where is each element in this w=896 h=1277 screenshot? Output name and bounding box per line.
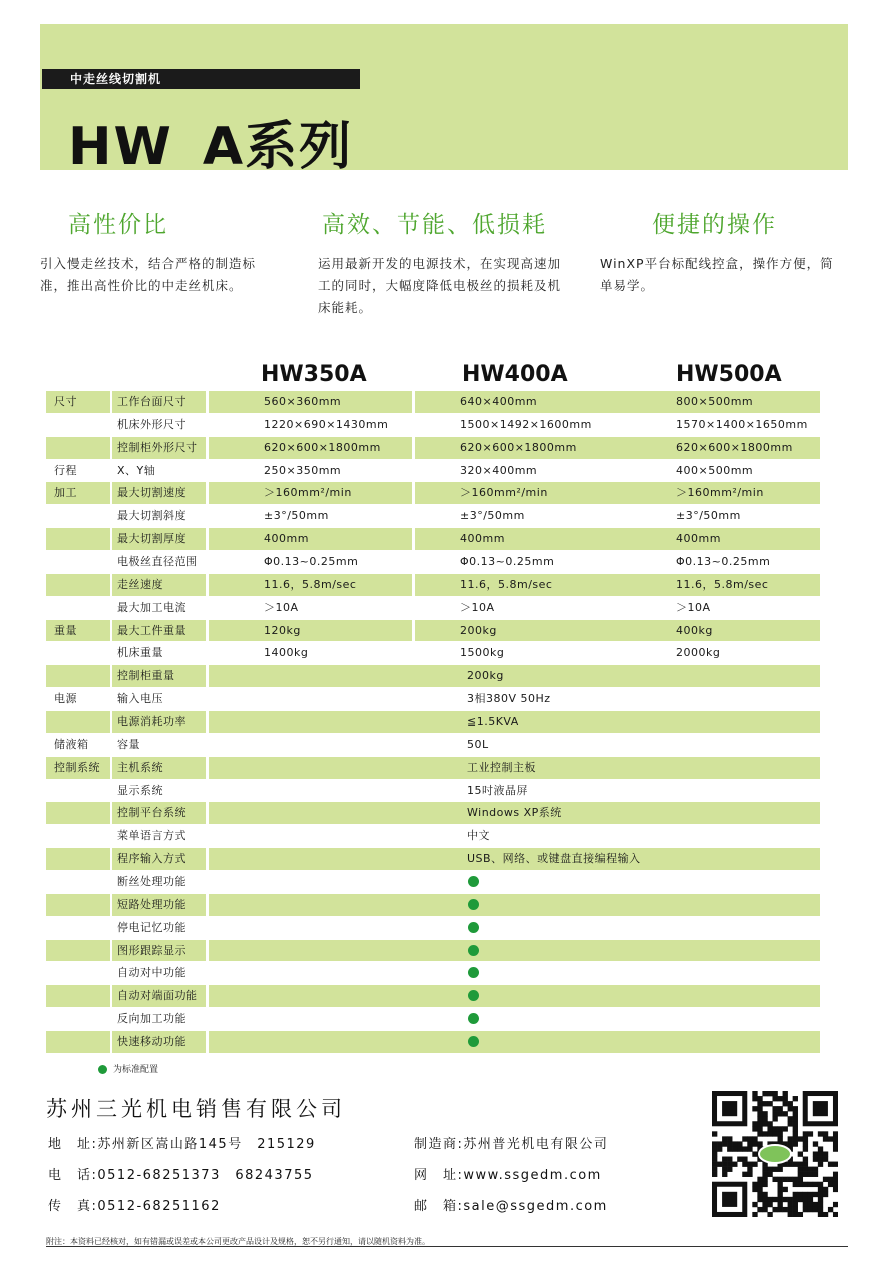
title-prefix: HW: [68, 117, 173, 177]
phone: [48, 1164, 314, 1183]
spec-value-hw400a: 1500kg: [460, 646, 505, 660]
spec-value-hw350a: 250×350mm: [264, 463, 342, 477]
table-cell-bg: [46, 642, 110, 664]
spec-value-hw400a: 620×600×1800mm: [460, 440, 577, 454]
spec-item: 快速移动功能: [117, 1035, 186, 1049]
spec-value-hw350a: Φ0.13~0.25mm: [264, 555, 359, 569]
company-name: 苏州三光机电销售有限公司: [46, 1097, 346, 1121]
phone-label: 电 话:: [48, 1168, 98, 1183]
model-name: HW400A: [462, 362, 568, 387]
table-row: [46, 917, 820, 940]
table-row: [46, 734, 820, 757]
spec-value-hw400a: 400mm: [460, 532, 505, 546]
spec-value-hw500a: Φ0.13~0.25mm: [676, 555, 771, 569]
spec-value-common: 3相380V 50Hz: [467, 692, 551, 706]
spec-category: 行程: [54, 463, 77, 477]
table-cell-bg: [46, 848, 110, 870]
spec-item: 显示系统: [117, 783, 163, 797]
table-cell-bg: [209, 528, 412, 550]
footer-divider: [46, 1246, 848, 1247]
series-tag: 中走丝线切割机: [42, 69, 360, 89]
fax: [48, 1195, 221, 1214]
table-row: [46, 597, 820, 620]
spec-item: 自动对中功能: [117, 966, 186, 980]
spec-value-common: 中文: [467, 829, 490, 843]
table-cell-bg: [46, 780, 110, 802]
spec-value-common: 工业控制主板: [467, 760, 536, 774]
spec-item: 停电记忆功能: [117, 920, 186, 934]
table-cell-bg: [209, 665, 820, 687]
spec-value-hw350a: 11.6，5.8m/sec: [264, 577, 357, 591]
table-cell-bg: [46, 665, 110, 687]
spec-item: 控制柜重量: [117, 669, 175, 683]
spec-item: 菜单语言方式: [117, 829, 186, 843]
spec-item: 机床外形尺寸: [117, 417, 186, 431]
legend: [98, 1062, 158, 1075]
spec-item: 短路处理功能: [117, 897, 186, 911]
table-row: [46, 620, 820, 643]
spec-item: 容量: [117, 737, 140, 751]
spec-value-hw500a: ＞10A: [676, 600, 711, 614]
table-cell-bg: [46, 528, 110, 550]
table-row: [46, 391, 820, 414]
spec-value-hw500a: 11.6，5.8m/sec: [676, 577, 769, 591]
table-cell-bg: [209, 597, 412, 619]
spec-value-common: 200kg: [467, 669, 504, 683]
table-row: [46, 825, 820, 848]
table-cell-bg: [46, 940, 110, 962]
table-row: [46, 437, 820, 460]
page-title: [68, 104, 353, 179]
spec-value-hw400a: 11.6，5.8m/sec: [460, 577, 553, 591]
standard-dot-icon: [468, 922, 479, 933]
spec-value-hw400a: ±3°/50mm: [460, 509, 525, 523]
table-row: [46, 460, 820, 483]
table-cell-bg: [209, 962, 820, 984]
table-row: [46, 780, 820, 803]
feature-title: 高性价比: [68, 212, 168, 238]
email: [414, 1195, 608, 1214]
table-cell-bg: [46, 962, 110, 984]
table-cell-bg: [209, 620, 412, 642]
standard-dot-icon: [468, 945, 479, 956]
spec-value-common: Windows XP系统: [467, 806, 562, 820]
table-cell-bg: [46, 917, 110, 939]
spec-value-hw350a: 560×360mm: [264, 395, 342, 408]
maker: [414, 1133, 608, 1152]
spec-item: X、Y轴: [117, 463, 156, 477]
spec-value-hw350a: 1220×690×1430mm: [264, 417, 389, 431]
spec-item: 主机系统: [117, 760, 163, 774]
spec-category: 尺寸: [54, 395, 77, 408]
spec-item: 程序输入方式: [117, 852, 186, 866]
standard-dot-icon: [468, 1036, 479, 1047]
spec-item: 图形跟踪显示: [117, 943, 186, 957]
address-label: 地 址:: [48, 1137, 98, 1152]
table-row: [46, 711, 820, 734]
spec-category: 控制系统: [54, 760, 100, 774]
table-cell-bg: [618, 620, 820, 642]
spec-value-common: USB、网络、或键盘直接编程输入: [467, 852, 641, 866]
table-row: [46, 551, 820, 574]
address: [48, 1133, 316, 1152]
table-row: [46, 482, 820, 505]
table-cell-bg: [209, 985, 820, 1007]
spec-item: 断丝处理功能: [117, 875, 186, 889]
spec-value-hw350a: ±3°/50mm: [264, 509, 329, 523]
table-row: [46, 665, 820, 688]
table-row: [46, 528, 820, 551]
table-row: [46, 802, 820, 825]
maker-value: 苏州普光机电有限公司: [463, 1137, 609, 1152]
table-cell-bg: [209, 1008, 820, 1030]
table-row: [46, 414, 820, 437]
fax-label: 传 真:: [48, 1199, 98, 1214]
table-row: [46, 871, 820, 894]
table-cell-bg: [46, 505, 110, 527]
spec-value-common: 15吋液晶屏: [467, 783, 528, 797]
table-cell-bg: [46, 985, 110, 1007]
phone-value: 0512-68251373 68243755: [97, 1168, 314, 1183]
address-value: 苏州新区嵩山路145号 215129: [97, 1137, 316, 1152]
spec-value-hw500a: 400×500mm: [676, 463, 754, 477]
table-cell-bg: [46, 711, 110, 733]
table-cell-bg: [209, 917, 820, 939]
standard-dot-icon: [98, 1065, 107, 1074]
spec-item: 控制柜外形尺寸: [117, 440, 198, 454]
table-cell-bg: [415, 642, 619, 664]
spec-item: 电源消耗功率: [117, 715, 186, 729]
spec-item: 电极丝直径范围: [117, 555, 198, 569]
web-link[interactable]: www.ssgedm.com: [463, 1168, 602, 1183]
model-name: HW350A: [261, 362, 367, 387]
spec-item: 走丝速度: [117, 577, 163, 591]
title-suffix: A系列: [202, 117, 354, 177]
spec-item: 最大切割斜度: [117, 509, 186, 523]
table-cell-bg: [46, 894, 110, 916]
spec-value-hw350a: 400mm: [264, 532, 309, 546]
table-row: [46, 574, 820, 597]
spec-value-hw500a: 800×500mm: [676, 395, 754, 408]
spec-category: 电源: [54, 692, 77, 706]
spec-item: 最大加工电流: [117, 600, 186, 614]
spec-category: 加工: [54, 486, 77, 500]
table-row: [46, 757, 820, 780]
spec-value-common: ≦1.5KVA: [467, 715, 519, 729]
table-cell-bg: [415, 528, 619, 550]
spec-value-hw400a: 200kg: [460, 623, 497, 637]
spec-value-hw350a: 1400kg: [264, 646, 309, 660]
spec-item: 最大切割厚度: [117, 532, 186, 546]
spec-item: 机床重量: [117, 646, 163, 660]
spec-value-common: 50L: [467, 737, 489, 751]
spec-item: 最大工件重量: [117, 623, 186, 637]
website: [414, 1164, 602, 1183]
table-cell-bg: [46, 437, 110, 459]
table-row: [46, 985, 820, 1008]
table-cell-bg: [209, 1031, 820, 1053]
feature-desc: WinXP平台标配线控盒，操作方便，简单易学。: [600, 256, 834, 293]
spec-value-hw350a: ＞160mm²/min: [264, 486, 352, 500]
table-cell-bg: [46, 1031, 110, 1053]
spec-value-hw500a: 2000kg: [676, 646, 721, 660]
table-cell-bg: [209, 894, 820, 916]
table-cell-bg: [209, 871, 820, 893]
email-link[interactable]: sale@ssgedm.com: [463, 1199, 608, 1214]
table-cell-bg: [209, 642, 412, 664]
table-row: [46, 688, 820, 711]
table-cell-bg: [46, 1008, 110, 1030]
spec-value-hw500a: 400kg: [676, 623, 713, 637]
fax-value: 0512-68251162: [97, 1199, 221, 1214]
table-cell-bg: [46, 597, 110, 619]
table-cell-bg: [46, 802, 110, 824]
spec-value-hw350a: 120kg: [264, 623, 301, 637]
footnote: 附注：本资料已经核对，如有错漏或误差或本公司更改产品设计及规格，恕不另行通知，请以随机资料为准。: [46, 1237, 430, 1246]
table-cell-bg: [209, 825, 820, 847]
feature-desc: 引入慢走丝技术，结合严格的制造标准，推出高性价比的中走丝机床。: [40, 256, 257, 293]
spec-value-hw500a: 620×600×1800mm: [676, 440, 793, 454]
spec-item: 最大切割速度: [117, 486, 186, 500]
feature-title: 便捷的操作: [652, 212, 777, 238]
table-cell-bg: [209, 940, 820, 962]
table-cell-bg: [46, 551, 110, 573]
spec-value-hw400a: 1500×1492×1600mm: [460, 417, 592, 431]
web-label: 网 址:: [414, 1168, 464, 1183]
mail-label: 邮 箱:: [414, 1199, 464, 1214]
table-cell-bg: [209, 734, 820, 756]
spec-item: 自动对端面功能: [117, 989, 198, 1003]
table-row: [46, 894, 820, 917]
table-cell-bg: [46, 871, 110, 893]
spec-table: [46, 391, 820, 1054]
table-cell-bg: [415, 597, 619, 619]
spec-category: 储液箱: [54, 737, 89, 751]
qr-code-icon: [712, 1091, 838, 1217]
table-row: [46, 505, 820, 528]
spec-item: 反向加工功能: [117, 1012, 186, 1026]
spec-value-hw400a: 320×400mm: [460, 463, 538, 477]
table-row: [46, 940, 820, 963]
feature-operation: [600, 206, 840, 297]
spec-value-hw350a: 620×600×1800mm: [264, 440, 381, 454]
spec-value-hw400a: ＞10A: [460, 600, 495, 614]
table-row: [46, 642, 820, 665]
standard-dot-icon: [468, 876, 479, 887]
table-cell-bg: [46, 414, 110, 436]
spec-value-hw350a: ＞10A: [264, 600, 299, 614]
spec-value-hw500a: ±3°/50mm: [676, 509, 741, 523]
maker-label: 制造商:: [414, 1137, 464, 1152]
spec-value-hw400a: 640×400mm: [460, 395, 538, 408]
feature-efficiency: [318, 206, 564, 319]
spec-value-hw400a: Φ0.13~0.25mm: [460, 555, 555, 569]
model-name: HW500A: [676, 362, 782, 387]
table-row: [46, 962, 820, 985]
table-cell-bg: [618, 597, 820, 619]
table-row: [46, 1031, 820, 1054]
table-cell-bg: [415, 620, 619, 642]
table-row: [46, 848, 820, 871]
spec-item: 控制平台系统: [117, 806, 186, 820]
spec-value-hw500a: 400mm: [676, 532, 721, 546]
table-row: [46, 1008, 820, 1031]
standard-dot-icon: [468, 899, 479, 910]
table-cell-bg: [46, 574, 110, 596]
spec-category: 重量: [54, 623, 77, 637]
feature-value: [40, 206, 280, 297]
table-cell-bg: [46, 825, 110, 847]
feature-desc: 运用最新开发的电源技术，在实现高速加工的同时，大幅度降低电极丝的损耗及机床能耗。: [318, 256, 562, 315]
feature-title: 高效、节能、低损耗: [322, 212, 547, 238]
spec-value-hw400a: ＞160mm²/min: [460, 486, 548, 500]
spec-item: 工作台面尺寸: [117, 395, 186, 408]
spec-value-hw500a: ＞160mm²/min: [676, 486, 764, 500]
spec-item: 输入电压: [117, 692, 163, 706]
legend-text: 为标准配置: [113, 1065, 159, 1075]
spec-value-hw500a: 1570×1400×1650mm: [676, 417, 808, 431]
